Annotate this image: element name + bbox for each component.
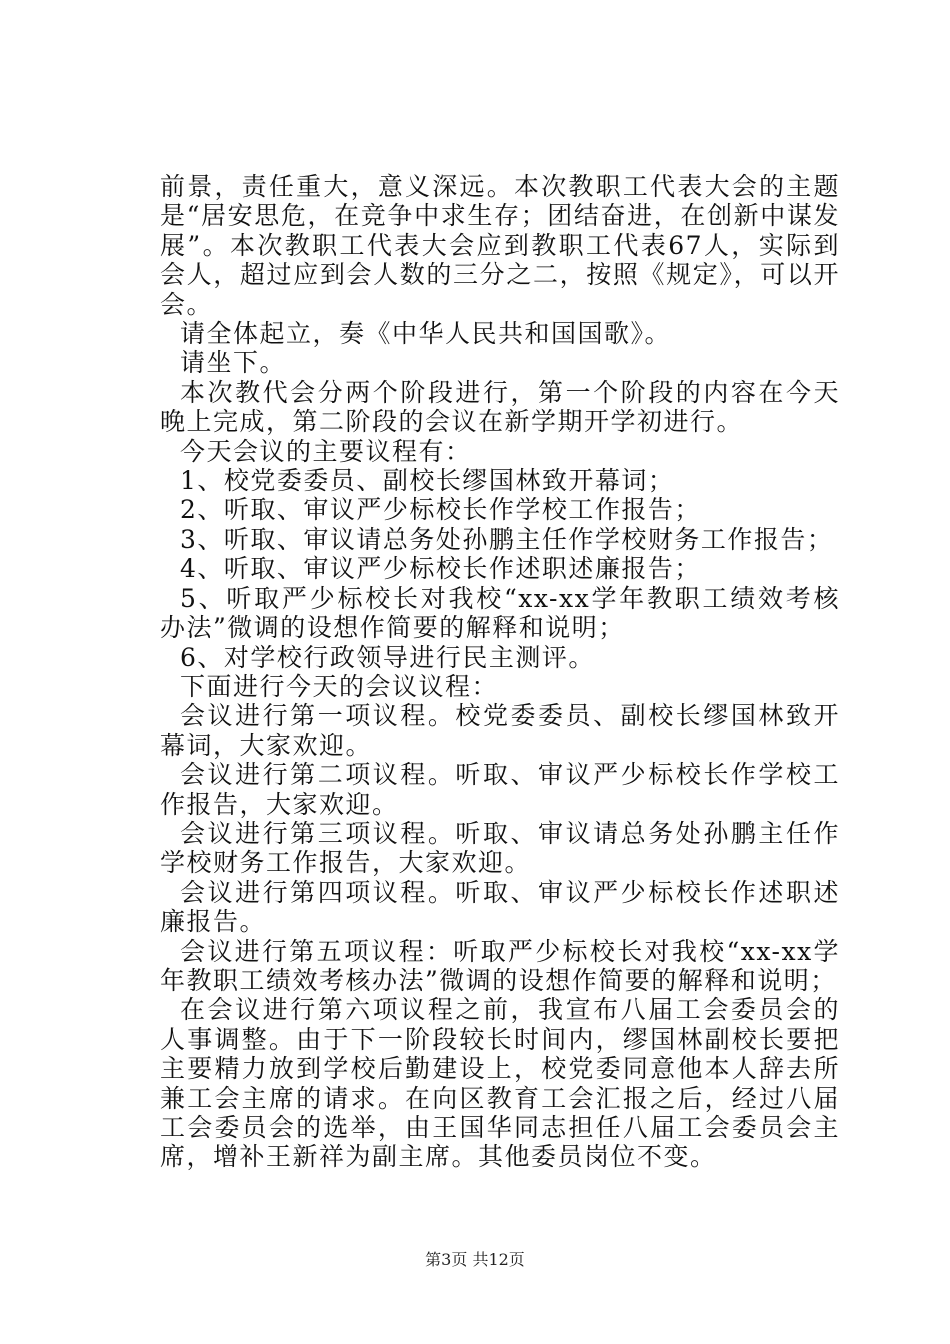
agenda-item-1: 1、校党委委员、副校长缪国林致开幕词； [180, 466, 675, 496]
paragraph-agenda-intro: 今天会议的主要议程有： [180, 436, 472, 466]
paragraph-opening: 前景，责任重大，意义深远。本次教职工代表大会的主题是“居安思危，在竞争中求生存；团结奋进，在创新中谋发展”。本次教职工代表大会应到教职工代表67人，实际到会人，超过应到会人数的三分之二，按照《规定》，可以开会。 [160, 172, 840, 319]
paragraph-personnel-change: 在会议进行第六项议程之前，我宣布八届工会委员会的人事调整。由于下一阶段较长时间内，缪国林副校长要把主要精力放到学校后勤建设上，校党委同意他本人辞去所兼工会主席的请求。在向区教育工会汇报之后，经过八届工会委员会的选举，由王国华同志担任八届工会委员会主席，增补王新祥为副主席。其他委员岗位不变。 [160, 995, 840, 1172]
session-item-4: 会议进行第四项议程。听取、审议严少标校长作述职述廉报告。 [160, 877, 840, 937]
agenda-item-3: 3、听取、审议请总务处孙鹏主任作学校财务工作报告； [180, 524, 834, 554]
document-body [160, 172, 840, 1172]
agenda-item-5: 5、听取严少标校长对我校“xx-xx学年教职工绩效考核办法”微调的设想作简要的解释和说明； [160, 583, 840, 643]
session-item-2: 会议进行第二项议程。听取、审议严少标校长作学校工作报告，大家欢迎。 [160, 760, 840, 819]
session-item-5: 会议进行第五项议程：听取严少标校长对我校“xx-xx学年教职工绩效考核办法”微调的设想作简要的解释和说明； [160, 936, 840, 995]
agenda-item-6: 6、对学校行政领导进行民主测评。 [180, 642, 595, 672]
paragraph-two-stages: 本次教代会分两个阶段进行，第一个阶段的内容在今天晚上完成，第二阶段的会议在新学期开学初进行。 [160, 377, 840, 437]
agenda-item-2: 2、听取、审议严少标校长作学校工作报告； [180, 495, 701, 525]
paragraph-anthem: 请全体起立，奏《中华人民共和国国歌》。 [180, 319, 672, 349]
paragraph-proceed: 下面进行今天的会议议程： [180, 671, 499, 701]
paragraph-sit-down: 请坐下。 [180, 348, 287, 378]
page-footer: 第3页 共12页 [425, 1250, 525, 1269]
session-item-3: 会议进行第三项议程。听取、审议请总务处孙鹏主任作学校财务工作报告，大家欢迎。 [160, 818, 840, 878]
session-item-1: 会议进行第一项议程。校党委委员、副校长缪国林致开幕词，大家欢迎。 [160, 701, 840, 760]
agenda-item-4: 4、听取、审议严少标校长作述职述廉报告； [180, 554, 701, 584]
